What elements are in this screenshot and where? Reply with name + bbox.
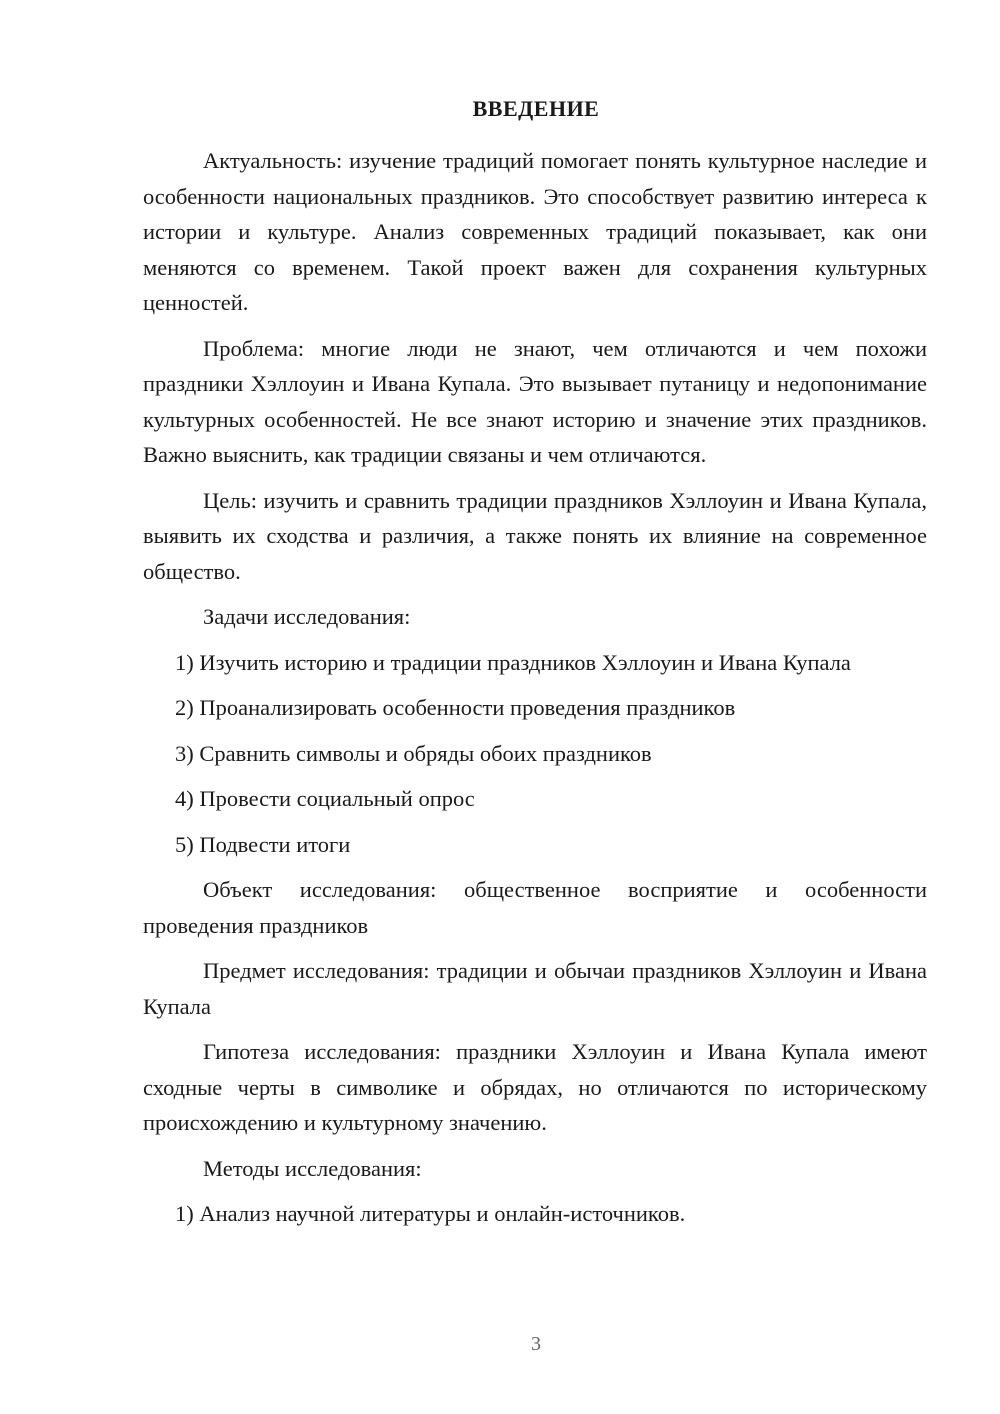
list-item-task-3: 3) Сравнить символы и обряды обоих праздников [175,740,652,766]
paragraph-hypothesis: Гипотеза исследования: праздники Хэллоуин и Ивана Купала имеют сходные черты в символике и обрядах, но отличаются по историческому происхождению и культурному значению. [143,1039,927,1135]
methods-heading: Методы исследования: [203,1155,422,1181]
paragraph-subject: Предмет исследования: традиции и обычаи праздников Хэллоуин и Ивана Купала [143,958,927,1019]
page-number: 3 [531,1333,541,1355]
paragraph-object: Объект исследования: общественное восприятие и особенности проведения праздников [143,877,927,938]
list-item-task-5: 5) Подвести итоги [175,831,351,857]
page-title: ВВЕДЕНИЕ [472,96,600,121]
list-item-task-1: 1) Изучить историю и традиции праздников Хэллоуин и Ивана Купала [175,649,851,675]
tasks-heading: Задачи исследования: [203,604,411,629]
document-body [143,143,927,1242]
paragraph-problem: Проблема: многие люди не знают, чем отличаются и чем похожи праздники Хэллоуин и Ивана Купала. Это вызывает путаницу и недопонимание культурных особенностей. Не все знают историю и значение этих праздников. Важно выяснить, как традиции связаны и чем отличаются. [143,335,927,467]
list-item-task-2: 2) Проанализировать особенности проведения праздников [175,695,736,720]
paragraph-relevance: Актуальность: изучение традиций помогает понять культурное наследие и особенности национальных праздников. Это способствует развитию интереса к истории и культуре. Анализ современных традиций показывает, как они меняются со временем. Такой проект важен для сохранения культурных ценностей. [143,148,927,315]
list-item-task-4: 4) Провести социальный опрос [175,786,475,811]
list-item-method-1: 1) Анализ научной литературы и онлайн-источников. [175,1201,686,1226]
paragraph-goal: Цель: изучить и сравнить традиции праздников Хэллоуин и Ивана Купала, выявить их сходства и различия, а также понять их влияние на современное общество. [143,487,927,584]
